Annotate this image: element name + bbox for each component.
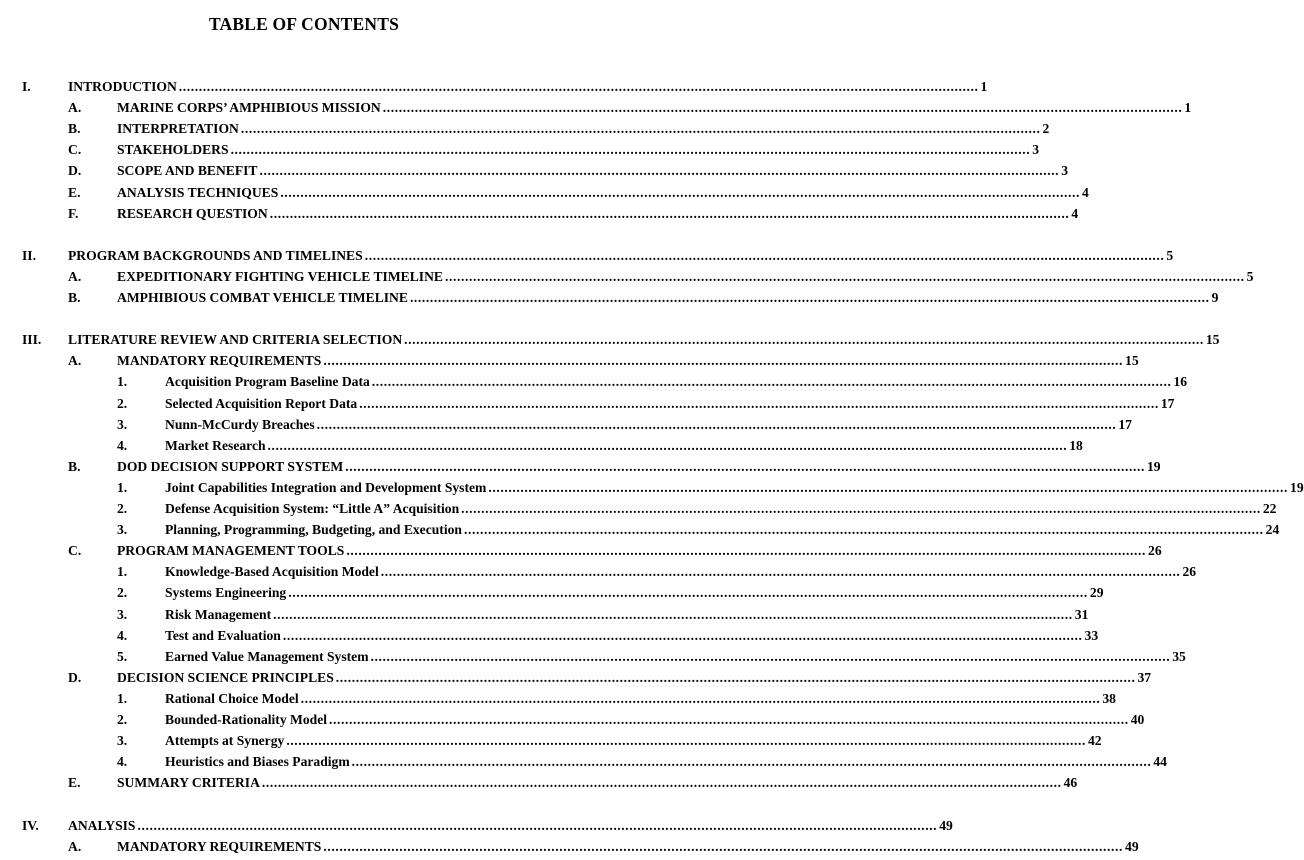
toc-entry[interactable] — [0, 626, 1099, 646]
dot-leader: ........................................................................................................................................................................................................ — [137, 817, 938, 833]
toc-entry-label: EXPEDITIONARY FIGHTING VEHICLE TIMELINE — [117, 268, 443, 284]
toc-entry-page-number: 37 — [1137, 669, 1152, 685]
toc-entry-label: Planning, Programming, Budgeting, and Execution — [165, 522, 462, 538]
toc-entry-page-number: 19 — [1290, 479, 1304, 495]
toc-entry-page-number: 26 — [1148, 543, 1162, 559]
toc-entry-page-number: 44 — [1153, 754, 1167, 770]
toc-entry-number: D. — [68, 669, 82, 685]
toc-entry[interactable] — [0, 204, 1079, 224]
toc-entry-number: 4. — [117, 754, 128, 770]
toc-entry-page-number: 15 — [1205, 332, 1220, 348]
toc-entry[interactable] — [0, 77, 988, 97]
toc-entry-page-number: 22 — [1262, 501, 1277, 516]
dot-leader: ........................................................................................................................................................................................................ — [359, 395, 1159, 411]
toc-entry-page-number: 5 — [1246, 268, 1254, 284]
toc-entry-number: I. — [22, 79, 31, 94]
toc-entry-label: SUMMARY CRITERIA — [117, 775, 260, 791]
toc-entry[interactable] — [0, 710, 1145, 730]
toc-entry-label: RESEARCH QUESTION — [117, 205, 268, 221]
dot-leader: ........................................................................................................................................................................................................ — [300, 690, 1101, 706]
toc-entry-label: ANALYSIS TECHNIQUES — [117, 184, 279, 200]
toc-entry[interactable] — [0, 98, 1192, 118]
toc-entry[interactable] — [0, 372, 1188, 392]
toc-entry-label: Joint Capabilities Integration and Development System — [165, 479, 487, 495]
toc-entry-label: Attempts at Synergy — [165, 733, 285, 749]
toc-entry-label: Selected Acquisition Report Data — [165, 395, 358, 411]
dot-leader: ........................................................................................................................................................................................................ — [461, 501, 1261, 516]
dot-leader: ........................................................................................................................................................................................................ — [288, 585, 1088, 601]
toc-entry-number: III. — [22, 332, 42, 348]
toc-entry-page-number: 46 — [1063, 775, 1078, 791]
dot-leader: ........................................................................................................................................................................................................ — [371, 374, 1172, 390]
toc-entry[interactable] — [0, 267, 1254, 287]
toc-entry-number: F. — [68, 205, 79, 221]
toc-entry-page-number: 19 — [1146, 458, 1161, 474]
toc-entry-number: 2. — [117, 501, 128, 516]
toc-entry-number: 1. — [117, 690, 128, 706]
toc-entry-page-number: 26 — [1182, 564, 1197, 580]
toc-entry-page-number: 38 — [1102, 690, 1116, 706]
toc-entry[interactable] — [0, 668, 1152, 688]
toc-entry-page-number: 49 — [1125, 838, 1139, 854]
dot-leader: ........................................................................................................................................................................................................ — [323, 838, 1124, 854]
toc-entry-page-number: 17 — [1160, 395, 1175, 411]
toc-entry-label: Risk Management — [165, 606, 272, 622]
toc-entry-number: 2. — [117, 395, 128, 411]
toc-entry[interactable] — [0, 457, 1161, 477]
dot-leader: ........................................................................................................................................................................................................ — [346, 543, 1147, 559]
toc-entry-label: Bounded-Rationality Model — [165, 712, 328, 727]
toc-entry[interactable] — [0, 351, 1139, 371]
toc-entry-number: 3. — [117, 606, 128, 622]
toc-entry-label: MANDATORY REQUIREMENTS — [117, 838, 322, 854]
toc-entry[interactable] — [0, 499, 1277, 519]
dot-leader: ........................................................................................................................................................................................................ — [261, 775, 1062, 791]
toc-entry[interactable] — [0, 478, 1304, 498]
dot-leader: ........................................................................................................................................................................................................ — [488, 479, 1289, 495]
toc-entry-number: 2. — [117, 585, 128, 601]
toc-entry-page-number: 29 — [1089, 585, 1104, 601]
toc-entry-page-number: 2 — [1042, 121, 1050, 137]
toc-entry-page-number: 15 — [1125, 353, 1139, 369]
dot-leader: ........................................................................................................................................................................................................ — [345, 458, 1145, 474]
toc-entry-number: 1. — [117, 564, 128, 580]
toc-entry-page-number: 16 — [1173, 374, 1188, 390]
dot-leader: ........................................................................................................................................................................................................ — [370, 648, 1171, 664]
toc-entry-page-number: 4 — [1082, 184, 1089, 200]
toc-entry[interactable] — [0, 773, 1078, 793]
toc-entry-page-number: 33 — [1084, 627, 1099, 643]
toc-entry[interactable] — [0, 562, 1197, 582]
dot-leader: ........................................................................................................................................................................................................ — [259, 163, 1060, 179]
toc-entry-number: 3. — [117, 416, 128, 432]
toc-entry[interactable] — [0, 436, 1083, 456]
toc-entry-number: IV. — [22, 817, 39, 833]
toc-entry-page-number: 18 — [1069, 437, 1083, 453]
toc-entry[interactable] — [0, 161, 1068, 181]
toc-entry-page-number: 1 — [1184, 100, 1192, 116]
toc-entry[interactable] — [0, 415, 1132, 435]
toc-entry[interactable] — [0, 119, 1050, 139]
toc-entry[interactable] — [0, 816, 953, 836]
toc-entry-number: 2. — [117, 712, 128, 727]
toc-entry-label: Systems Engineering — [165, 585, 287, 601]
toc-entry-label: Knowledge-Based Acquisition Model — [165, 564, 379, 580]
toc-entry-label: Heuristics and Biases Paradigm — [165, 754, 350, 770]
dot-leader: ........................................................................................................................................................................................................ — [282, 627, 1083, 643]
page-title: TABLE OF CONTENTS — [208, 14, 400, 34]
toc-entry-label: PROGRAM BACKGROUNDS AND TIMELINES — [68, 247, 363, 263]
toc-entry-number: A. — [68, 353, 82, 369]
toc-entry[interactable] — [0, 330, 1220, 350]
dot-leader: ........................................................................................................................................................................................................ — [286, 733, 1086, 749]
toc-entry[interactable] — [0, 752, 1167, 772]
toc-entry[interactable] — [0, 394, 1175, 414]
toc-entry-label: AMPHIBIOUS COMBAT VEHICLE TIMELINE — [117, 290, 408, 305]
toc-entry-number: E. — [68, 184, 81, 200]
toc-entry-page-number: 24 — [1265, 522, 1280, 538]
toc-entry-label: Rational Choice Model — [165, 690, 299, 706]
dot-leader: ........................................................................................................................................................................................................ — [178, 79, 979, 94]
toc-entry-label: DOD DECISION SUPPORT SYSTEM — [117, 458, 344, 474]
toc-entry[interactable] — [0, 583, 1104, 603]
toc-entry-number: II. — [22, 247, 36, 263]
toc-entry-label: Defense Acquisition System: “Little A” Acquisition — [165, 501, 460, 516]
dot-leader: ........................................................................................................................................................................................................ — [351, 754, 1152, 770]
toc-entry-page-number: 35 — [1172, 648, 1186, 664]
dot-leader: ........................................................................................................................................................................................................ — [335, 669, 1136, 685]
toc-entry-number: 1. — [117, 374, 128, 390]
toc-entry-page-number: 17 — [1118, 416, 1132, 432]
toc-entry-label: INTERPRETATION — [117, 121, 239, 137]
toc-entry-number: A. — [68, 268, 82, 284]
toc-entry-number: E. — [68, 775, 81, 791]
toc-entry-number: C. — [68, 543, 82, 559]
toc-entry-label: PROGRAM MANAGEMENT TOOLS — [117, 543, 345, 559]
toc-entry[interactable] — [0, 140, 1040, 160]
toc-entry-label: SCOPE AND BENEFIT — [117, 163, 258, 179]
toc-entry-number: A. — [68, 100, 82, 116]
toc-entry-page-number: 3 — [1032, 142, 1040, 158]
toc-entry-label: ANALYSIS — [68, 817, 136, 833]
toc-entry-label: STAKEHOLDERS — [117, 142, 229, 158]
toc-entry-label: Earned Value Management System — [165, 648, 369, 664]
dot-leader: ........................................................................................................................................................................................................ — [273, 606, 1073, 622]
toc-entry-label: Nunn-McCurdy Breaches — [165, 416, 315, 432]
toc-entry-number: 4. — [117, 627, 128, 643]
toc-entry-page-number: 4 — [1071, 205, 1079, 221]
dot-leader: ........................................................................................................................................................................................................ — [409, 290, 1210, 305]
toc-entry-page-number: 1 — [980, 79, 988, 94]
dot-leader: ........................................................................................................................................................................................................ — [404, 332, 1204, 348]
toc-entry-number: B. — [68, 458, 81, 474]
toc-entry[interactable] — [0, 605, 1089, 625]
dot-leader: ........................................................................................................................................................................................................ — [230, 142, 1031, 158]
toc-entry-page-number: 49 — [939, 817, 953, 833]
toc-entry-page-number: 42 — [1088, 733, 1102, 749]
toc-entry-number: 3. — [117, 733, 128, 749]
dot-leader: ........................................................................................................................................................................................................ — [444, 268, 1245, 284]
toc-entry-label: LITERATURE REVIEW AND CRITERIA SELECTION — [68, 332, 403, 348]
dot-leader: ........................................................................................................................................................................................................ — [364, 247, 1165, 263]
toc-entry[interactable] — [0, 689, 1116, 709]
toc-entry[interactable] — [0, 837, 1139, 857]
toc-entry-label: Market Research — [165, 437, 266, 453]
toc-entry-page-number: 5 — [1166, 247, 1174, 263]
toc-entry[interactable] — [0, 541, 1162, 561]
toc-entry-page-number: 31 — [1074, 606, 1089, 622]
dot-leader: ........................................................................................................................................................................................................ — [380, 564, 1181, 580]
toc-entry-page-number: 9 — [1211, 290, 1219, 305]
toc-entry[interactable] — [0, 246, 1174, 266]
dot-leader: ........................................................................................................................................................................................................ — [323, 353, 1124, 369]
dot-leader: ........................................................................................................................................................................................................ — [269, 205, 1070, 221]
dot-leader: ........................................................................................................................................................................................................ — [463, 522, 1264, 538]
toc-entry[interactable] — [0, 520, 1280, 540]
dot-leader: ........................................................................................................................................................................................................ — [267, 437, 1068, 453]
toc-entry-label: Test and Evaluation — [165, 627, 281, 643]
toc-entry-number: C. — [68, 142, 82, 158]
toc-entry-label: INTRODUCTION — [68, 79, 177, 94]
dot-leader: ........................................................................................................................................................................................................ — [382, 100, 1183, 116]
toc-entry-label: MARINE CORPS’ AMPHIBIOUS MISSION — [117, 100, 381, 116]
dot-leader: ........................................................................................................................................................................................................ — [280, 184, 1080, 200]
toc-entry-label: MANDATORY REQUIREMENTS — [117, 353, 322, 369]
toc-entry[interactable] — [0, 731, 1102, 751]
toc-entry-number: 4. — [117, 437, 128, 453]
toc-entry-page-number: 3 — [1061, 163, 1068, 179]
toc-entry[interactable] — [0, 647, 1186, 667]
toc-entry-number: B. — [68, 290, 81, 305]
toc-entry-page-number: 40 — [1130, 712, 1145, 727]
toc-entry-number: 1. — [117, 479, 128, 495]
dot-leader: ........................................................................................................................................................................................................ — [316, 416, 1117, 432]
toc-entry-number: 3. — [117, 522, 128, 538]
toc-entry-number: B. — [68, 121, 81, 137]
dot-leader: ........................................................................................................................................................................................................ — [329, 712, 1129, 727]
toc-entry[interactable] — [0, 183, 1089, 203]
toc-entry-number: 5. — [117, 648, 128, 664]
dot-leader: ........................................................................................................................................................................................................ — [240, 121, 1041, 137]
toc-entry[interactable] — [0, 288, 1219, 308]
toc-entry-number: D. — [68, 163, 82, 179]
toc-entry-label: Acquisition Program Baseline Data — [165, 374, 370, 390]
toc-entry-number: A. — [68, 838, 82, 854]
toc-entry-label: DECISION SCIENCE PRINCIPLES — [117, 669, 334, 685]
